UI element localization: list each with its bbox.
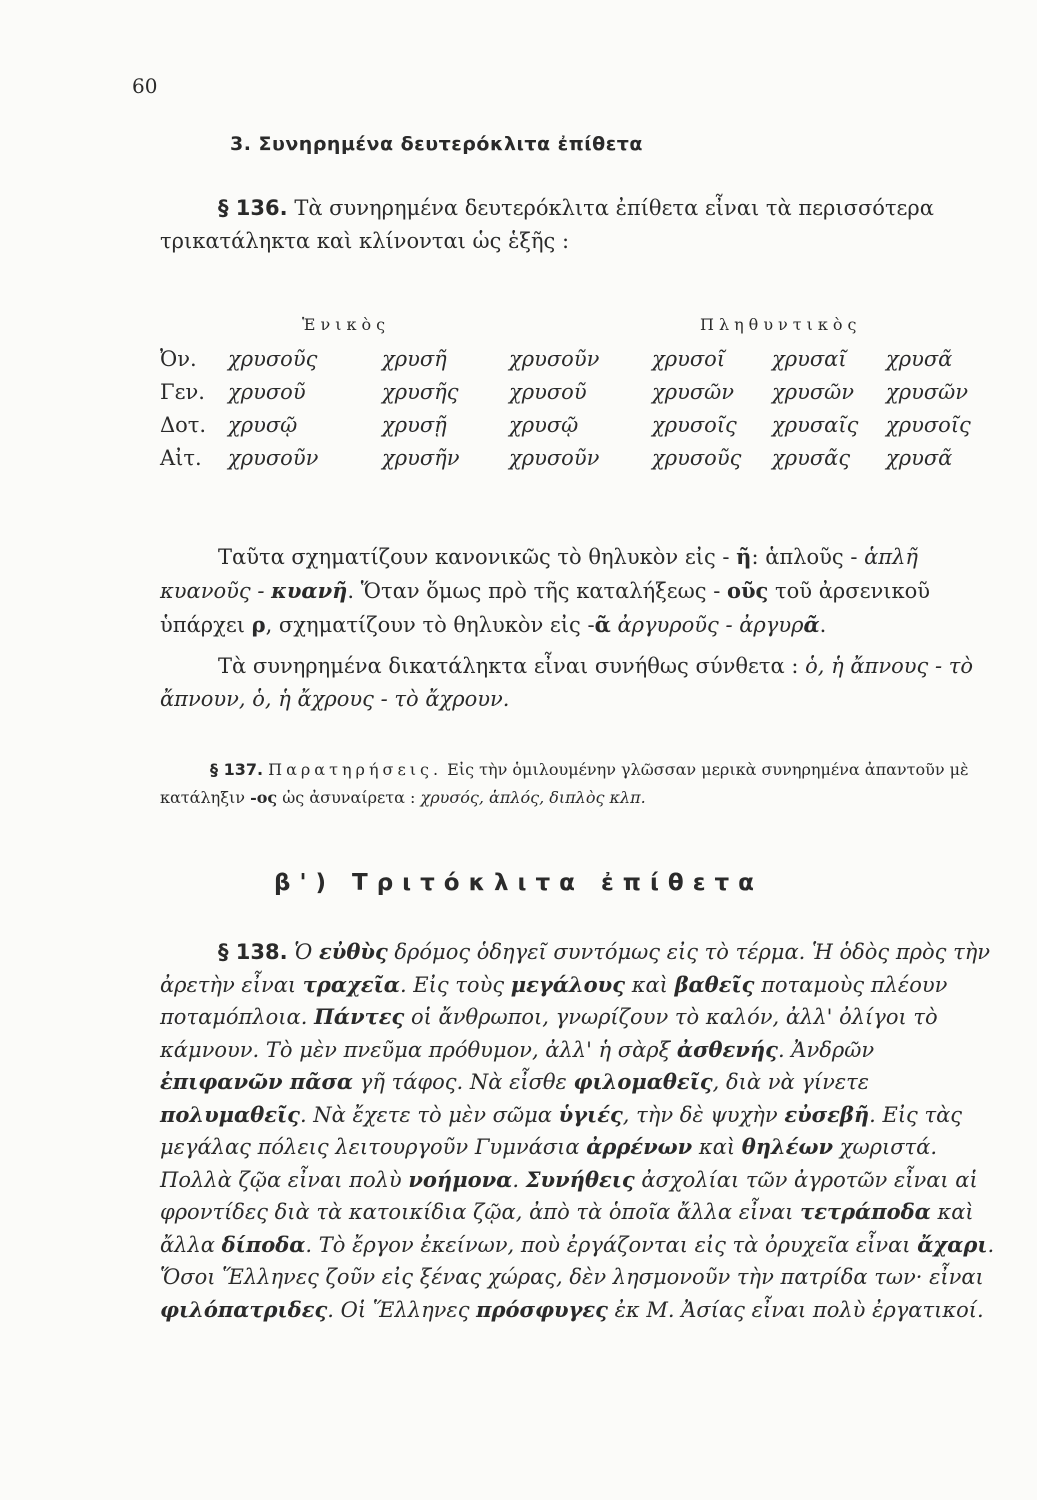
text-run-italic: , τὴν δὲ ψυχὴν	[622, 1102, 785, 1127]
text-run-italic: ἀργυροῦς - ἀργυρ	[617, 613, 804, 637]
text-run-italic: .	[512, 1167, 526, 1192]
text-run-bold-italic: βαθεῖς	[674, 971, 755, 997]
table-cell: χρυσαῖ	[772, 347, 847, 371]
text-run-italic: δρόμος ὁδηγεῖ συντόμως εἰς τὸ τέρμα. Ἡ ὁδὸς πρὸς τὴν ἀρετὴν εἶναι	[160, 940, 991, 997]
table-row	[160, 380, 990, 413]
text-run: Τὰ συνηρημένα δικατάληκτα εἶναι συνήθως σύνθετα :	[218, 654, 806, 678]
text-run-italic: χωριστά. Πολλὰ ζῷα εἶναι πολὺ	[160, 1135, 938, 1192]
text-run-bold-italic: ἄχαρι	[917, 1231, 988, 1257]
paragraph-number: § 137.	[210, 760, 264, 779]
text-run-bold-italic: εὐθὺς	[319, 939, 388, 964]
paragraph-number: § 136.	[218, 196, 288, 220]
case-label: Ὀν.	[160, 347, 197, 371]
table-cell: χρυσᾶ	[886, 446, 953, 470]
text-run: : ἁπλοῦς -	[751, 545, 865, 569]
case-label: Δοτ.	[160, 413, 207, 437]
text-run-italic: . Νὰ ἔχετε τὸ μὲν σῶμα	[299, 1102, 559, 1127]
table-cell: χρυσᾶ	[886, 347, 953, 371]
text-run-italic: Ὁ	[287, 940, 320, 964]
paragraph-137	[160, 756, 1000, 812]
paragraph-136	[160, 192, 1000, 258]
text-run-bold-italic: φιλομαθεῖς	[573, 1069, 713, 1094]
table-cell: χρυσῶν	[652, 380, 735, 404]
paragraph-feminine	[160, 540, 1000, 642]
text-run-bold-italic: ᾶ	[803, 612, 820, 637]
text-run-bold-italic: φιλόπατριδες	[160, 1296, 328, 1322]
text-run-bold-italic: πρόσφυγες	[476, 1296, 608, 1322]
text-run-italic: γῆ τάφος. Νὰ εἶσθε	[353, 1070, 574, 1094]
text-run-bold-italic: θηλέων	[741, 1134, 834, 1159]
text-run: .	[819, 613, 827, 637]
table-cell: χρυσοῦν	[509, 347, 600, 371]
text-run-bold-italic: ὑγιές	[558, 1101, 623, 1127]
table-row	[160, 446, 990, 479]
text-run: Ταῦτα σχηματίζουν κανονικῶς τὸ θηλυκὸν εἰς -	[218, 545, 737, 569]
text-run-italic: ἐκ Μ. Ἀσίας εἶναι πολὺ ἐργατικοί.	[607, 1297, 984, 1322]
case-label: Αἰτ.	[160, 446, 202, 470]
table-cell: χρυσῷ	[509, 413, 579, 437]
subsection-heading: β') Τριτόκλιτα ἐπίθετα	[273, 870, 763, 896]
text-run-italic: . Εἰς τοὺς	[399, 972, 511, 997]
table-cell: χρυσῶν	[886, 380, 969, 404]
table-cell: χρυσῆς	[382, 380, 459, 404]
text-run-bold-italic: τραχεῖα	[302, 971, 400, 997]
text-run-italic: ποταμοὺς πλέουν ποταμόπλοια.	[160, 972, 948, 1029]
text-run: Εἰς τὴν ὁμιλουμένην γλῶσσαν μερικὰ συνηρημένα ἀπαντοῦν μὲ κατάληξιν	[160, 760, 969, 807]
table-cell: χρυσοῖ	[652, 347, 726, 371]
text-run-italic: ὁ, ἡ ἄπνους - τὸ ἄπνουν, ὁ, ἡ ἄχρους - τὸ ἄχρουν.	[160, 654, 973, 711]
table-cell: χρυσᾶς	[772, 446, 851, 470]
text-run-bold-italic: ἀρρένων	[586, 1134, 693, 1159]
text-run-bold-italic: τετράποδα	[800, 1199, 931, 1224]
text-run: . Ὅταν ὅμως πρὸ τῆς καταλήξεως -	[347, 579, 727, 603]
text-run-italic: . Εἰς τὰς μεγάλας πόλεις λειτουργοῦν Γυμνάσια	[160, 1102, 963, 1159]
text-run-bold: ῆ	[736, 544, 752, 569]
text-run-bold-italic: πολυμαθεῖς	[160, 1101, 300, 1127]
table-cell: χρυσοῖς	[652, 413, 737, 437]
page-number: 60	[132, 74, 158, 98]
table-cell: χρυσοῦν	[228, 446, 319, 470]
singular-header: Ἑνικὸς	[302, 315, 391, 334]
text-run-bold-italic: Πάντες	[314, 1004, 405, 1029]
text-run-bold: οῦς	[726, 578, 769, 603]
text-run-italic: . Οἱ Ἕλληνες	[327, 1297, 477, 1322]
text-run: τοῦ ἀρσενικοῦ ὑπάρχει	[160, 579, 931, 637]
table-cell: χρυσῷ	[228, 413, 298, 437]
table-cell: χρυσοῖς	[886, 413, 971, 437]
table-row	[160, 413, 990, 446]
text-run-italic: ἁπλῆ	[864, 545, 918, 569]
text-run: , σχηματίζουν τὸ θηλυκὸν εἰς -	[265, 613, 595, 637]
declension-table	[160, 347, 990, 479]
text-run-italic: ἀσχολίαι τῶν ἀγροτῶν εἶναι αἱ φροντίδες διὰ τὰ κατοικίδια ζῷα, ἀπὸ τὰ ὁποῖα ἄλλα εἶναι	[160, 1167, 978, 1224]
table-cell: χρυσοῦς	[652, 446, 742, 470]
paragraph-138	[160, 936, 1000, 1326]
paragraph-dikatalikta	[160, 650, 1000, 716]
table-cell: χρυσοῦν	[509, 446, 600, 470]
text-run-italic: χρυσός, ἁπλός, διπλὸς κλπ.	[420, 788, 646, 807]
table-cell: χρυσῶν	[772, 380, 855, 404]
text-run-bold-italic: ἀσθενής	[676, 1036, 778, 1062]
text-run-bold-italic: εὐσεβῆ	[784, 1101, 870, 1127]
text-run-bold-italic: Συνήθεις	[525, 1166, 635, 1192]
section-heading: 3. Συνηρημένα δευτερόκλιτα ἐπίθετα	[230, 133, 643, 155]
table-cell: χρυσοῦ	[228, 380, 306, 404]
table-cell: χρυσαῖς	[772, 413, 859, 437]
table-cell: χρυσῆ	[382, 347, 447, 371]
text-run: ὡς ἀσυναίρετα :	[277, 788, 421, 807]
text-run-italic: οἱ ἄνθρωποι, γνωρίζουν τὸ καλόν, ἀλλ' ὀλίγοι τὸ κάμνουν. Τὸ μὲν πνεῦμα πρόθυμον, ἀλλ' ἡ σὰρξ	[160, 1005, 938, 1062]
text-run-italic: . Τὸ ἔργον ἐκείνων, ποὺ ἐργάζονται εἰς τὰ ὀρυχεῖα εἶναι	[305, 1232, 918, 1257]
text-run-bold: ρ	[251, 612, 266, 637]
text-run-italic: . Ὅσοι Ἕλληνες ζοῦν εἰς ξένας χώρας, δὲν λησμονοῦν τὴν πατρίδα των· εἶναι	[160, 1232, 995, 1289]
text-run-bold-italic: νοήμονα	[408, 1166, 513, 1192]
text-run-bold-italic: ἐπιφανῶν πᾶσα	[160, 1069, 354, 1094]
text-run-bold-italic: μεγάλους	[510, 971, 626, 997]
table-cell: χρυσῇ	[382, 413, 447, 437]
text-run-italic: καὶ	[692, 1135, 742, 1159]
table-row	[160, 347, 990, 380]
table-cell: χρυσῆν	[382, 446, 460, 470]
text-run-italic: καὶ	[625, 972, 675, 997]
plural-header: Πληθυντικὸς	[700, 315, 862, 334]
text-run-bold-italic: δίποδα	[221, 1231, 306, 1257]
text-run-bold-italic: κυανῆ	[271, 578, 348, 603]
remarks-label: Παρατηρήσεις.	[268, 760, 443, 779]
text-run-italic: καὶ ἄλλα	[160, 1200, 974, 1257]
text-run-bold: -ος	[250, 788, 278, 807]
table-cell: χρυσοῦ	[509, 380, 587, 404]
paragraph-number: § 138.	[218, 940, 288, 964]
text-run-italic: . Ἀνδρῶν	[777, 1037, 875, 1062]
text-run-italic: κυανοῦς -	[160, 579, 272, 603]
text-run-italic: , διὰ νὰ γίνετε	[712, 1070, 870, 1094]
text-run-bold: ᾶ	[594, 612, 611, 637]
case-label: Γεν.	[160, 380, 205, 404]
paragraph-text: Τὰ συνηρημένα δευτερόκλιτα ἐπίθετα εἶναι τὰ περισσότερα τρικατάληκτα καὶ κλίνονται ὡς ἑξῆς :	[160, 196, 934, 253]
table-cell: χρυσοῦς	[228, 347, 318, 371]
